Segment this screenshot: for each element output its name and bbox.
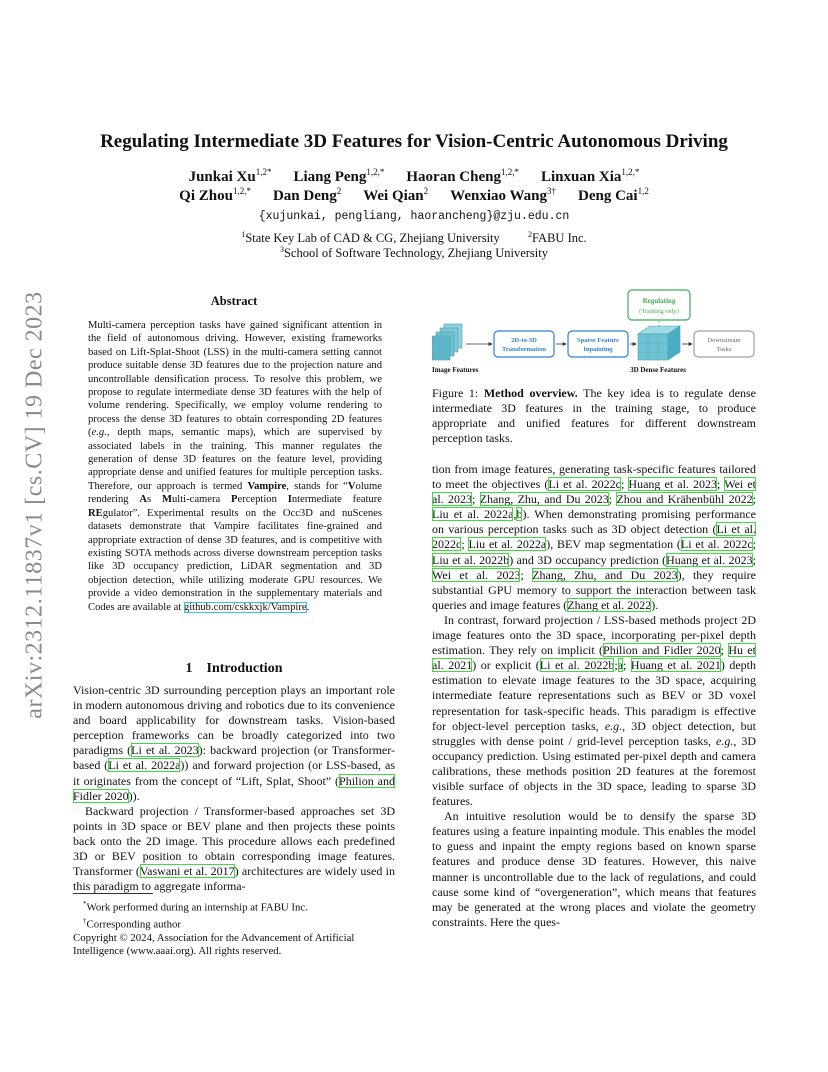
citation-link[interactable]: Huang et al. 2021	[630, 658, 721, 673]
abstract-body	[88, 319, 382, 614]
author-list	[179, 188, 649, 204]
author-name: Wenxiao Wang	[450, 188, 547, 204]
dense-3d-cube	[638, 326, 680, 360]
regulating-box	[628, 290, 690, 320]
body-text: ): backward projection (or Transformer-based (	[73, 743, 396, 773]
footnote-rule	[73, 893, 153, 894]
paragraph	[73, 804, 395, 895]
body-text: An intuitive resolution would be to densify the sparse 3D features using a feature inpainting module. This enables the model to guess and inpaint the empty regions based on known sparse features and produce dense 3D features. However, this naive manner is uncontrollable due to the lack of regulations, and could cause some kind of “overgeneration”, which means that features may be generated at the wrong places and violate the geometry constraints. Here the ques-	[432, 809, 756, 929]
citation-link[interactable]: Zhang et al. 2022	[567, 597, 652, 612]
author-email: {xujunkai, pengliang, haorancheng}@zju.edu.cn	[258, 210, 570, 223]
author-name: Junkai Xu	[188, 169, 256, 185]
abstract-text: e.g.	[91, 427, 107, 439]
body-text: tion from image features, generating task-specific features tailored to meet the objectives (	[432, 462, 756, 492]
footnote-mark: †	[83, 916, 87, 925]
author-affiliation-mark: 1,2,*	[232, 186, 251, 196]
acronym-rest: olume rendering	[88, 480, 382, 506]
affiliation-1: State Key Lab of CAD & CG, Zhejiang University	[245, 231, 500, 246]
author-name: Qi Zhou	[179, 188, 233, 204]
paragraph	[432, 613, 756, 809]
citation-link[interactable]: Li et al. 2022c	[548, 477, 621, 492]
abstract-heading: Abstract	[210, 294, 258, 308]
box2-line1: Sparse Feature	[577, 337, 619, 344]
footnotes	[73, 898, 395, 958]
body-text: ).	[651, 597, 659, 612]
dense-features-label: 3D Dense Features	[630, 366, 686, 374]
author-name: Deng Cai	[577, 188, 638, 204]
citation-link[interactable]: Li et al. 2022c	[432, 522, 756, 552]
acronym-letter: I	[287, 494, 292, 506]
authors-line-2	[0, 186, 828, 205]
citation-link[interactable]: Vaswani et al. 2017	[139, 864, 235, 879]
body-text: )) and forward projection (or LSS-based, as it originates from the concept of “Lift, Splat, Shoot” (	[73, 758, 395, 788]
training-only-label: (Training only)	[639, 308, 679, 315]
body-text: )).	[128, 788, 140, 803]
acronym-letter: A	[139, 494, 148, 506]
acronym-letter: V	[347, 480, 356, 492]
author-affiliation-mark: 1,2	[637, 186, 649, 196]
figure-caption	[432, 386, 756, 446]
body-text: ;	[608, 492, 617, 507]
acronym-rest: s	[147, 494, 162, 506]
body-text: ) depth estimation to elevate image features to the 3D space, acquiring intermediate feature representations such as BEV or 3D voxel representation for task-specific heads. This paradigm is effective for object-level perception tasks,	[432, 658, 756, 733]
abstract-text: .	[306, 601, 310, 613]
method-overview-figure	[432, 288, 756, 376]
author-affiliation-mark: 1,2,*	[500, 167, 519, 177]
box3-line2: Tasks	[716, 346, 732, 353]
citation-link[interactable]: Li et al. 2022b	[539, 658, 615, 673]
paragraph	[73, 683, 395, 804]
affiliation-line-1	[0, 230, 828, 246]
body-text: ) architectures are widely used in this paradigm to aggregate informa-	[73, 864, 395, 894]
body-text: Vision-centric 3D surrounding perception plays an important role in modern autonomous driving and robotics due to its convenience and board applicability for downstream tasks. Vision-based perception frameworks can be broadly categorized into two paradigms (	[73, 683, 395, 758]
section-heading-introduction	[73, 661, 395, 677]
image-features-label: Image Features	[432, 366, 479, 374]
section-title: Introduction	[206, 661, 283, 676]
body-text: ;	[720, 643, 729, 658]
citation-link[interactable]: Wei et al. 2023	[432, 567, 521, 582]
body-text: Backward projection / Transformer-based approaches set 3D points in 3D space or BEV plane and then projects these points back onto the 2D image. This procedure allows each predefined 3D or BEV position to obtain corresponding image features. Transformer (	[73, 803, 395, 879]
box1-line1: 2D-to-3D	[511, 337, 537, 344]
body-text: ;	[623, 658, 631, 673]
acronym-rest: ntermediate feature	[291, 494, 382, 506]
body-text: ,	[513, 507, 517, 522]
italic-text: e.g.	[604, 718, 623, 733]
author-affiliation-mark: 2	[423, 186, 429, 196]
affiliation-3: School of Software Technology, Zhejiang University	[283, 246, 548, 261]
box3-line1: Downstream	[707, 337, 741, 344]
abstract-text: , depth maps, semantic maps), which are supervised by associated labels in the training. This manner regulates the generation of dense 3D features on the feature level, providing appropriate dense and unified features for multiple perception tasks. Therefore, our approach is termed	[88, 427, 382, 492]
citation-link[interactable]: Zhang, Zhu, and Du 2023	[479, 492, 609, 507]
arxiv-stamp-text: arXiv:2312.11837v1 [cs.CV] 19 Dec 2023	[21, 291, 48, 719]
code-link[interactable]: github.com/cskkxjk/Vampire	[183, 601, 307, 613]
aff-sup: 3	[279, 245, 284, 254]
body-text: ;	[752, 552, 756, 567]
body-text: ), they require substantial GPU memory to support the interaction between task queries and image features (	[432, 567, 756, 612]
body-text: ) or explicit (	[472, 658, 540, 673]
citation-link[interactable]: Zhang, Zhu, and Du 2023	[532, 567, 678, 582]
author-affiliation-mark: 3†	[546, 186, 556, 196]
citation-link[interactable]: Li et al. 2022c	[680, 537, 753, 552]
box1-line2: Transformation	[502, 346, 546, 353]
body-text: ), BEV map segmentation (	[546, 537, 681, 552]
footnote-1	[73, 898, 395, 915]
acronym-letter: P	[231, 494, 238, 506]
author-name: Liang Peng	[293, 169, 367, 185]
citation-link[interactable]: Wei et al. 2023	[432, 477, 757, 507]
paragraph	[432, 809, 756, 930]
author-name: Dan Deng	[272, 188, 337, 204]
caption-prefix: Figure 1:	[432, 386, 484, 400]
body-text: In contrast, forward projection / LSS-based methods project 2D image features onto the 3D space, incorporating per-pixel depth estimation. They rely on implicit (	[432, 612, 756, 658]
footnote-text: Corresponding author	[86, 918, 181, 931]
body-text: ;	[614, 658, 618, 673]
inpainting-box	[568, 331, 628, 357]
acronym-letter: M	[161, 494, 172, 506]
affiliation-2: FABU Inc.	[532, 231, 587, 246]
author-name: Linxuan Xia	[540, 169, 622, 185]
body-text: ). When demonstrating promising performance on various perception tasks such as 3D object detection (	[432, 507, 757, 537]
body-text: ;	[752, 492, 756, 507]
paper-title: Regulating Intermediate 3D Features for Vision-Centric Autonomous Driving	[100, 131, 728, 152]
acronym-rest: gulator	[102, 507, 133, 519]
body-text: ) and 3D occupancy prediction (	[509, 552, 667, 567]
right-column-body	[432, 462, 756, 930]
footnote-text: Work performed during an internship at FABU Inc.	[86, 901, 308, 914]
author-affiliation-mark: 1,2*	[255, 167, 272, 177]
citation-link[interactable]: Liu et al. 2022b	[432, 552, 510, 567]
author-name: Wei Qian	[363, 188, 424, 204]
footnote-2	[73, 915, 395, 932]
citation-link[interactable]: Liu et al. 2022a	[432, 507, 514, 522]
acronym-rest: erception	[237, 494, 288, 506]
caption-text: The key idea is to regulate dense intermediate 3D features in the training stage, to produce appropriate and unified features for different downstream perception tasks.	[432, 386, 757, 446]
image-features-stack	[432, 324, 462, 360]
vampire-name: Vampire	[247, 480, 287, 492]
citation-link[interactable]: Huang et al. 2023	[666, 552, 753, 567]
regulating-label: Regulating	[642, 297, 676, 305]
citation-link[interactable]: Huang et al. 2023	[628, 477, 718, 492]
citation-link[interactable]: Liu et al. 2022a	[468, 537, 547, 552]
caption-bold: Method overview.	[483, 386, 578, 400]
box2-line2: Inpainting	[583, 346, 613, 353]
citation-link[interactable]: Philion and Fidler 2020	[603, 643, 721, 658]
citation-link[interactable]: a	[617, 658, 624, 673]
paragraph	[432, 462, 756, 613]
copyright: Copyright © 2024, Association for the Advancement of Artificial Intelligence (www.aaai.org). All rights reserved.	[73, 931, 355, 957]
authors-line-1	[0, 167, 828, 186]
body-text: ;	[620, 477, 629, 492]
body-text: , 3D object detection, but struggles with dense point / grid-level perception tasks,	[432, 718, 756, 748]
body-text: ;	[471, 492, 480, 507]
body-text: ;	[520, 567, 533, 582]
citation-link[interactable]: Zhou and Krähenbühl 2022	[616, 492, 753, 507]
body-text: ;	[461, 537, 469, 552]
affiliation-line-2	[0, 245, 828, 261]
body-text: ;	[752, 537, 756, 552]
acronym-letter: RE	[88, 507, 103, 519]
abstract-text: Multi-camera perception tasks have gained significant attention in the field of autonomous driving. However, existing frameworks based on Lift-Splat-Shoot (LSS) in the multi-camera setting cannot produce suitable dense 3D features due to the projection nature and uncontrollable densification process. To resolve this problem, we propose to regulate intermediate dense 3D features with the help of volume rendering. Specifically, we employ volume rendering to process the dense 3D features to obtain corresponding 2D features (	[88, 320, 382, 439]
author-list	[189, 169, 640, 185]
arxiv-stamp	[20, 285, 50, 725]
intro-body	[73, 683, 395, 894]
author-name: Haoran Cheng	[406, 169, 501, 185]
citation-link[interactable]: Hu et al. 2021	[432, 643, 756, 673]
footnote-mark: *	[83, 900, 87, 908]
aff-sup: 2	[528, 230, 533, 239]
abstract-text: ”. Experimental results on the Occ3D and nuScenes datasets demonstrate that Vampire facilitates fine-grained and appropriate extraction of dense 3D features, and is competitive with existing SOTA methods across diverse downstream perception tasks like 3D occupancy prediction, LiDAR segmentation and 3D objection detection, while utilizing moderate GPU resources. We provide a video demonstration in the supplementary materials and Codes are available at	[88, 507, 382, 613]
citation-link[interactable]: Li et al. 2023	[131, 743, 199, 758]
body-text: ;	[717, 477, 725, 492]
downstream-box	[694, 331, 754, 357]
abstract-text: , stands for “	[286, 480, 348, 492]
section-number: 1	[185, 661, 193, 676]
author-affiliation-mark: 2	[336, 186, 342, 196]
italic-text: e.g.	[716, 733, 734, 748]
aff-sup: 1	[241, 230, 246, 239]
transformation-box	[494, 331, 554, 357]
acronym-rest: ulti-camera	[171, 494, 231, 506]
author-affiliation-mark: 1,2,*	[621, 167, 640, 177]
citation-link[interactable]: b	[516, 507, 523, 522]
body-text: , 3D occupancy prediction. Using estimated per-pixel depth and camera calibrations, these methods position 2D features at the foremost visible surface of objects in the 3D space, leading to sparse 3D features.	[432, 733, 756, 809]
citation-link[interactable]: Li et al. 2022a	[108, 758, 181, 773]
author-affiliation-mark: 1,2,*	[366, 167, 385, 177]
citation-link[interactable]: Philion and Fidler 2020	[73, 773, 395, 803]
